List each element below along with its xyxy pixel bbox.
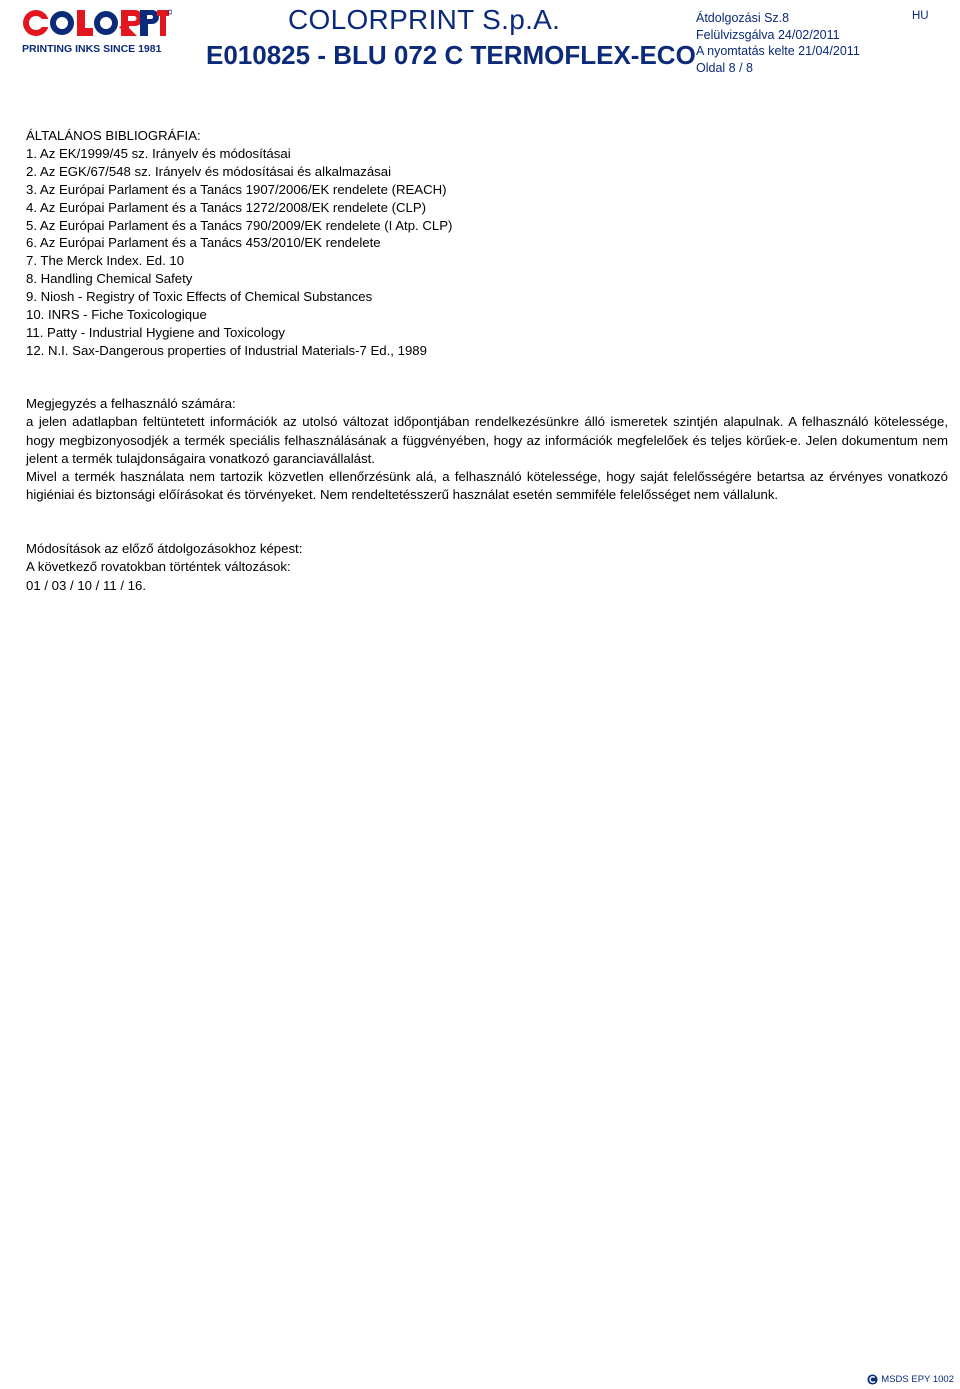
user-note-section <box>26 395 948 505</box>
bibliography-section <box>26 127 948 360</box>
footer-label: MSDS EPY 1002 <box>881 1374 954 1385</box>
product-title: E010825 - BLU 072 C TERMOFLEX-ECO <box>206 40 696 70</box>
colorprint-logo <box>22 6 172 56</box>
bibliography-item: 6. Az Európai Parlament és a Tanács 453/2010/EK rendelete <box>26 235 381 251</box>
bibliography-item: 12. N.I. Sax-Dangerous properties of Industrial Materials-7 Ed., 1989 <box>26 342 427 358</box>
user-note-title: Megjegyzés a felhasználó számára: <box>26 396 236 411</box>
bibliography-item: 1. Az EK/1999/45 sz. Irányelv és módosításai <box>26 145 291 161</box>
bibliography-item: 2. Az EGK/67/548 sz. Irányelv és módosításai és alkalmazásai <box>26 163 392 179</box>
bibliography-item: 7. The Merck Index. Ed. 10 <box>26 253 185 269</box>
page-number: Oldal 8 / 8 <box>696 60 753 75</box>
msds-logo-icon <box>867 1374 878 1385</box>
logo-tagline: PRINTING INKS SINCE 1981 <box>22 43 162 55</box>
user-note-paragraph: Mivel a termék használata nem tartozik közvetlen ellenőrzésünk alá, a felhasználó kötelessége, hogy saját felelősségére betartsa az érvényes vonatkozó higiéniai és biztonsági előírásokat és törvényeket. Nem rendeltetésszerű használat esetén semmiféle felelősséget nem vállalunk. <box>26 469 948 503</box>
review-date: Felülvizsgálva 24/02/2011 <box>696 27 840 42</box>
document-meta <box>696 10 860 76</box>
revision-number: Átdolgozási Sz.8 <box>696 11 790 25</box>
bibliography-title: ÁLTALÁNOS BIBLIOGRÁFIA: <box>26 128 201 143</box>
bibliography-item: 9. Niosh - Registry of Toxic Effects of Chemical Substances <box>26 289 373 305</box>
footer <box>867 1374 954 1385</box>
bibliography-item: 5. Az Európai Parlament és a Tanács 790/2009/EK rendelete (I Atp. CLP) <box>26 217 453 233</box>
modifications-title: Módosítások az előző átdolgozásokhoz képest: <box>26 541 303 556</box>
bibliography-item: 11. Patty - Industrial Hygiene and Toxicology <box>26 324 286 340</box>
language-code: HU <box>912 10 929 22</box>
print-date: A nyomtatás kelte 21/04/2011 <box>696 44 860 58</box>
modifications-section <box>26 540 948 595</box>
modifications-subtitle: A következő rovatokban történtek változások: <box>26 559 291 575</box>
company-name: COLORPRINT S.p.A. <box>288 4 561 35</box>
modified-sections: 01 / 03 / 10 / 11 / 16. <box>26 577 146 593</box>
user-note-paragraph: a jelen adatlapban feltüntetett információk az utolsó változat időpontjában rendelkezésünkre álló ismeretek szintjén alapulnak. A felhasználó kötelessége, hogy megbizonyosodjék a termék speciális felhasználásának a függvényében, hogy az információk megfelelőek és teljes körűek-e. Jelen dokumentum nem jelent a termék tulajdonságaira vonatkozó garanciavállalást. <box>26 414 948 466</box>
bibliography-item: 3. Az Európai Parlament és a Tanács 1907/2006/EK rendelete (REACH) <box>26 181 447 197</box>
bibliography-item: 4. Az Európai Parlament és a Tanács 1272/2008/EK rendelete (CLP) <box>26 199 427 215</box>
bibliography-item: 8. Handling Chemical Safety <box>26 271 193 287</box>
bibliography-item: 10. INRS - Fiche Toxicologique <box>26 307 207 323</box>
